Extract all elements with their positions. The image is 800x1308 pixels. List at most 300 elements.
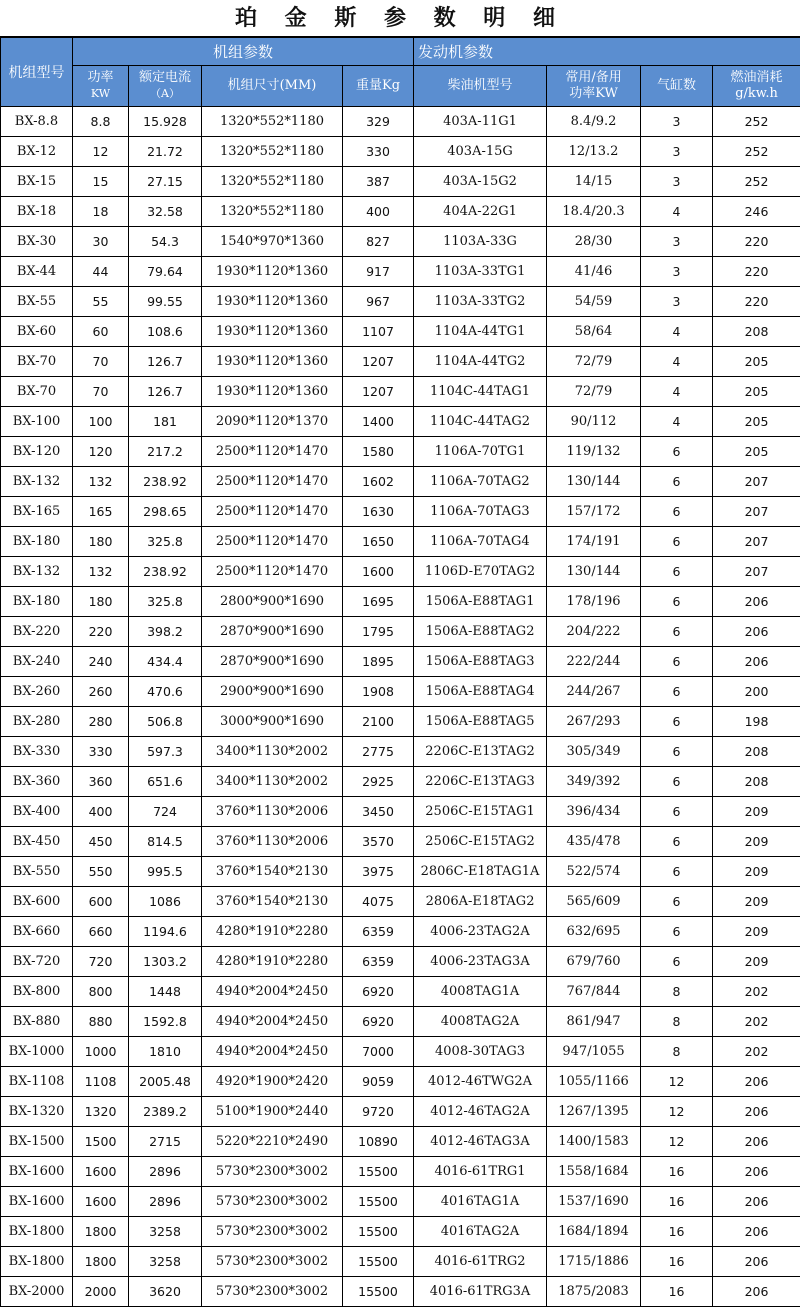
cell-engine-power: 54/59 [547, 287, 641, 317]
cell-cylinders: 6 [641, 767, 713, 797]
cell-weight: 917 [343, 257, 414, 287]
cell-size: 4940*2004*2450 [202, 1037, 343, 1067]
table-row [1, 1187, 800, 1217]
table-row [1, 1127, 800, 1157]
cell-current: 434.4 [129, 647, 202, 677]
cell-fuel: 202 [713, 1007, 800, 1037]
cell-power: 600 [73, 887, 129, 917]
cell-size: 2500*1120*1470 [202, 527, 343, 557]
cell-model: BX-800 [1, 977, 73, 1007]
cell-weight: 15500 [343, 1217, 414, 1247]
cell-cylinders: 3 [641, 287, 713, 317]
cell-model: BX-30 [1, 227, 73, 257]
cell-fuel: 205 [713, 347, 800, 377]
cell-engine-power: 58/64 [547, 317, 641, 347]
cell-size: 1930*1120*1360 [202, 317, 343, 347]
table-row [1, 1067, 800, 1097]
cell-weight: 2925 [343, 767, 414, 797]
cell-engine-power: 396/434 [547, 797, 641, 827]
cell-weight: 330 [343, 137, 414, 167]
cell-fuel: 252 [713, 137, 800, 167]
cell-cylinders: 16 [641, 1277, 713, 1307]
cell-current: 238.92 [129, 467, 202, 497]
cell-model: BX-8.8 [1, 107, 73, 137]
cell-current: 27.15 [129, 167, 202, 197]
cell-power: 330 [73, 737, 129, 767]
cell-size: 2500*1120*1470 [202, 437, 343, 467]
cell-engine-model: 1506A-E88TAG4 [414, 677, 547, 707]
cell-engine-power: 28/30 [547, 227, 641, 257]
cell-current: 597.3 [129, 737, 202, 767]
cell-engine-power: 244/267 [547, 677, 641, 707]
cell-engine-power: 565/609 [547, 887, 641, 917]
cell-cylinders: 16 [641, 1157, 713, 1187]
table-row [1, 227, 800, 257]
cell-model: BX-132 [1, 557, 73, 587]
cell-model: BX-220 [1, 617, 73, 647]
cell-model: BX-15 [1, 167, 73, 197]
cell-engine-power: 18.4/20.3 [547, 197, 641, 227]
cell-power: 15 [73, 167, 129, 197]
cell-fuel: 202 [713, 1037, 800, 1067]
cell-current: 724 [129, 797, 202, 827]
header-current [129, 66, 202, 107]
cell-fuel: 206 [713, 1067, 800, 1097]
cell-engine-power: 1055/1166 [547, 1067, 641, 1097]
cell-size: 1930*1120*1360 [202, 287, 343, 317]
cell-weight: 2775 [343, 737, 414, 767]
cell-cylinders: 3 [641, 137, 713, 167]
cell-engine-model: 403A-11G1 [414, 107, 547, 137]
cell-engine-power: 222/244 [547, 647, 641, 677]
cell-fuel: 220 [713, 287, 800, 317]
cell-fuel: 200 [713, 677, 800, 707]
cell-power: 132 [73, 467, 129, 497]
cell-power: 8.8 [73, 107, 129, 137]
cell-model: BX-1600 [1, 1157, 73, 1187]
cell-current: 99.55 [129, 287, 202, 317]
cell-size: 1930*1120*1360 [202, 347, 343, 377]
cell-engine-model: 404A-22G1 [414, 197, 547, 227]
cell-engine-model: 2506C-E15TAG1 [414, 797, 547, 827]
cell-engine-model: 4008TAG2A [414, 1007, 547, 1037]
cell-engine-model: 4016-61TRG2 [414, 1247, 547, 1277]
cell-power: 260 [73, 677, 129, 707]
cell-power: 30 [73, 227, 129, 257]
cell-current: 2005.48 [129, 1067, 202, 1097]
cell-engine-model: 1506A-E88TAG3 [414, 647, 547, 677]
cell-engine-model: 2806A-E18TAG2 [414, 887, 547, 917]
cell-cylinders: 12 [641, 1097, 713, 1127]
header-power-label: 功率 [87, 70, 114, 85]
cell-engine-power: 861/947 [547, 1007, 641, 1037]
cell-engine-power: 1715/1886 [547, 1247, 641, 1277]
cell-weight: 1895 [343, 647, 414, 677]
cell-power: 720 [73, 947, 129, 977]
cell-power: 880 [73, 1007, 129, 1037]
cell-model: BX-1600 [1, 1187, 73, 1217]
cell-size: 4920*1900*2420 [202, 1067, 343, 1097]
cell-weight: 329 [343, 107, 414, 137]
header-weight: 重量Kg [343, 66, 414, 107]
cell-engine-power: 1558/1684 [547, 1157, 641, 1187]
cell-size: 5730*2300*3002 [202, 1187, 343, 1217]
cell-cylinders: 12 [641, 1067, 713, 1097]
table-row [1, 467, 800, 497]
cell-engine-model: 1104A-44TG2 [414, 347, 547, 377]
cell-weight: 15500 [343, 1187, 414, 1217]
cell-cylinders: 16 [641, 1217, 713, 1247]
page-title: 珀 金 斯 参 数 明 细 [0, 0, 800, 37]
cell-cylinders: 6 [641, 857, 713, 887]
cell-power: 1500 [73, 1127, 129, 1157]
cell-power: 220 [73, 617, 129, 647]
cell-engine-model: 2206C-E13TAG3 [414, 767, 547, 797]
cell-model: BX-1800 [1, 1217, 73, 1247]
cell-current: 238.92 [129, 557, 202, 587]
header-model: 机组型号 [1, 38, 73, 107]
cell-model: BX-1800 [1, 1247, 73, 1277]
cell-cylinders: 6 [641, 467, 713, 497]
cell-current: 126.7 [129, 347, 202, 377]
cell-engine-power: 174/191 [547, 527, 641, 557]
cell-weight: 7000 [343, 1037, 414, 1067]
cell-fuel: 206 [713, 1097, 800, 1127]
header-engine-params: 发动机参数 [414, 38, 800, 66]
cell-size: 4940*2004*2450 [202, 977, 343, 1007]
cell-size: 2500*1120*1470 [202, 467, 343, 497]
cell-cylinders: 3 [641, 257, 713, 287]
cell-engine-power: 12/13.2 [547, 137, 641, 167]
cell-model: BX-1320 [1, 1097, 73, 1127]
cell-power: 450 [73, 827, 129, 857]
cell-size: 5730*2300*3002 [202, 1157, 343, 1187]
cell-model: BX-1500 [1, 1127, 73, 1157]
cell-engine-model: 1103A-33TG2 [414, 287, 547, 317]
cell-engine-power: 522/574 [547, 857, 641, 887]
cell-cylinders: 3 [641, 227, 713, 257]
cell-weight: 1650 [343, 527, 414, 557]
header-size: 机组尺寸(MM) [202, 66, 343, 107]
header-fuel-unit: g/kw.h [735, 86, 778, 101]
cell-weight: 1107 [343, 317, 414, 347]
cell-model: BX-550 [1, 857, 73, 887]
cell-current: 995.5 [129, 857, 202, 887]
cell-engine-model: 2206C-E13TAG2 [414, 737, 547, 767]
cell-engine-model: 1106A-70TAG3 [414, 497, 547, 527]
cell-current: 325.8 [129, 587, 202, 617]
cell-cylinders: 6 [641, 707, 713, 737]
cell-current: 3258 [129, 1247, 202, 1277]
table-row [1, 1007, 800, 1037]
cell-weight: 1580 [343, 437, 414, 467]
cell-weight: 1908 [343, 677, 414, 707]
cell-cylinders: 6 [641, 887, 713, 917]
cell-fuel: 206 [713, 1127, 800, 1157]
cell-power: 1600 [73, 1187, 129, 1217]
table-row [1, 1097, 800, 1127]
cell-weight: 6359 [343, 917, 414, 947]
cell-power: 1800 [73, 1247, 129, 1277]
cell-engine-model: 4012-46TWG2A [414, 1067, 547, 1097]
table-row [1, 647, 800, 677]
header-group-params: 机组参数 [73, 38, 414, 66]
cell-model: BX-100 [1, 407, 73, 437]
cell-fuel: 207 [713, 497, 800, 527]
cell-engine-power: 305/349 [547, 737, 641, 767]
params-table [0, 37, 800, 1307]
cell-weight: 2100 [343, 707, 414, 737]
cell-cylinders: 8 [641, 977, 713, 1007]
cell-size: 2500*1120*1470 [202, 557, 343, 587]
header-current-unit: （A） [150, 87, 180, 100]
cell-cylinders: 3 [641, 167, 713, 197]
table-row [1, 707, 800, 737]
table-row [1, 137, 800, 167]
cell-fuel: 209 [713, 797, 800, 827]
cell-engine-model: 4008-30TAG3 [414, 1037, 547, 1067]
cell-fuel: 206 [713, 1157, 800, 1187]
cell-weight: 15500 [343, 1157, 414, 1187]
cell-power: 1320 [73, 1097, 129, 1127]
cell-fuel: 252 [713, 107, 800, 137]
cell-model: BX-70 [1, 347, 73, 377]
cell-engine-power: 267/293 [547, 707, 641, 737]
cell-size: 5730*2300*3002 [202, 1277, 343, 1307]
table-row [1, 737, 800, 767]
cell-fuel: 246 [713, 197, 800, 227]
cell-cylinders: 6 [641, 617, 713, 647]
table-row [1, 557, 800, 587]
cell-fuel: 198 [713, 707, 800, 737]
cell-cylinders: 16 [641, 1247, 713, 1277]
cell-current: 79.64 [129, 257, 202, 287]
cell-cylinders: 4 [641, 347, 713, 377]
cell-cylinders: 6 [641, 527, 713, 557]
cell-engine-model: 4006-23TAG3A [414, 947, 547, 977]
cell-current: 1303.2 [129, 947, 202, 977]
cell-cylinders: 6 [641, 947, 713, 977]
table-row [1, 197, 800, 227]
cell-fuel: 205 [713, 377, 800, 407]
cell-weight: 6920 [343, 1007, 414, 1037]
cell-weight: 9059 [343, 1067, 414, 1097]
cell-size: 2870*900*1690 [202, 617, 343, 647]
cell-fuel: 207 [713, 467, 800, 497]
cell-cylinders: 16 [641, 1187, 713, 1217]
header-engine-power-unit: 功率KW [569, 86, 618, 101]
table-row [1, 767, 800, 797]
table-row [1, 677, 800, 707]
cell-engine-model: 1106A-70TAG4 [414, 527, 547, 557]
cell-power: 280 [73, 707, 129, 737]
cell-size: 2870*900*1690 [202, 647, 343, 677]
table-row [1, 887, 800, 917]
cell-weight: 6359 [343, 947, 414, 977]
table-row [1, 437, 800, 467]
cell-cylinders: 6 [641, 587, 713, 617]
cell-model: BX-55 [1, 287, 73, 317]
cell-weight: 1602 [343, 467, 414, 497]
cell-engine-model: 1103A-33G [414, 227, 547, 257]
cell-engine-power: 1684/1894 [547, 1217, 641, 1247]
cell-engine-power: 349/392 [547, 767, 641, 797]
cell-engine-model: 4006-23TAG2A [414, 917, 547, 947]
table-row [1, 287, 800, 317]
cell-power: 660 [73, 917, 129, 947]
cell-size: 4940*2004*2450 [202, 1007, 343, 1037]
table-row [1, 1217, 800, 1247]
header-engine-model: 柴油机型号 [414, 66, 547, 107]
cell-fuel: 206 [713, 1247, 800, 1277]
cell-weight: 1630 [343, 497, 414, 527]
cell-model: BX-70 [1, 377, 73, 407]
cell-model: BX-180 [1, 527, 73, 557]
cell-current: 470.6 [129, 677, 202, 707]
cell-weight: 3975 [343, 857, 414, 887]
cell-power: 70 [73, 377, 129, 407]
cell-weight: 1207 [343, 377, 414, 407]
header-sub-row [1, 66, 800, 107]
cell-model: BX-120 [1, 437, 73, 467]
header-fuel [713, 66, 800, 107]
cell-cylinders: 4 [641, 317, 713, 347]
cell-size: 4280*1910*2280 [202, 947, 343, 977]
cell-cylinders: 8 [641, 1037, 713, 1067]
cell-current: 1086 [129, 887, 202, 917]
cell-size: 3400*1130*2002 [202, 737, 343, 767]
cell-engine-power: 767/844 [547, 977, 641, 1007]
cell-current: 1194.6 [129, 917, 202, 947]
cell-fuel: 209 [713, 917, 800, 947]
header-current-label: 额定电流 [138, 70, 191, 85]
cell-size: 4280*1910*2280 [202, 917, 343, 947]
cell-power: 44 [73, 257, 129, 287]
cell-weight: 9720 [343, 1097, 414, 1127]
cell-model: BX-280 [1, 707, 73, 737]
cell-power: 180 [73, 527, 129, 557]
cell-weight: 1400 [343, 407, 414, 437]
cell-cylinders: 6 [641, 677, 713, 707]
cell-cylinders: 3 [641, 107, 713, 137]
cell-model: BX-1108 [1, 1067, 73, 1097]
cell-engine-power: 679/760 [547, 947, 641, 977]
cell-fuel: 206 [713, 587, 800, 617]
table-row [1, 1247, 800, 1277]
cell-current: 3620 [129, 1277, 202, 1307]
cell-weight: 15500 [343, 1277, 414, 1307]
cell-engine-model: 4016TAG1A [414, 1187, 547, 1217]
cell-fuel: 206 [713, 617, 800, 647]
cell-size: 1540*970*1360 [202, 227, 343, 257]
cell-model: BX-660 [1, 917, 73, 947]
cell-fuel: 209 [713, 947, 800, 977]
cell-power: 1108 [73, 1067, 129, 1097]
cell-fuel: 205 [713, 407, 800, 437]
cell-power: 2000 [73, 1277, 129, 1307]
cell-size: 3760*1130*2006 [202, 797, 343, 827]
cell-power: 55 [73, 287, 129, 317]
cell-cylinders: 6 [641, 797, 713, 827]
cell-fuel: 208 [713, 767, 800, 797]
cell-size: 3000*900*1690 [202, 707, 343, 737]
table-row [1, 947, 800, 977]
cell-power: 550 [73, 857, 129, 887]
cell-model: BX-360 [1, 767, 73, 797]
cell-fuel: 220 [713, 227, 800, 257]
cell-model: BX-132 [1, 467, 73, 497]
cell-model: BX-18 [1, 197, 73, 227]
cell-size: 3760*1540*2130 [202, 857, 343, 887]
cell-engine-model: 4016-61TRG1 [414, 1157, 547, 1187]
cell-size: 1930*1120*1360 [202, 257, 343, 287]
cell-size: 1320*552*1180 [202, 107, 343, 137]
cell-model: BX-165 [1, 497, 73, 527]
cell-power: 120 [73, 437, 129, 467]
cell-fuel: 208 [713, 317, 800, 347]
cell-power: 18 [73, 197, 129, 227]
cell-fuel: 252 [713, 167, 800, 197]
cell-fuel: 205 [713, 437, 800, 467]
cell-engine-power: 947/1055 [547, 1037, 641, 1067]
cell-size: 2900*900*1690 [202, 677, 343, 707]
cell-size: 1320*552*1180 [202, 167, 343, 197]
cell-weight: 10890 [343, 1127, 414, 1157]
cell-current: 2896 [129, 1187, 202, 1217]
cell-model: BX-330 [1, 737, 73, 767]
cell-engine-power: 632/695 [547, 917, 641, 947]
cell-cylinders: 6 [641, 827, 713, 857]
table-row [1, 827, 800, 857]
cell-cylinders: 6 [641, 437, 713, 467]
table-row [1, 377, 800, 407]
table-row [1, 347, 800, 377]
cell-engine-power: 1267/1395 [547, 1097, 641, 1127]
cell-model: BX-600 [1, 887, 73, 917]
cell-power: 12 [73, 137, 129, 167]
cell-current: 651.6 [129, 767, 202, 797]
cell-engine-model: 4016-61TRG3A [414, 1277, 547, 1307]
cell-current: 15.928 [129, 107, 202, 137]
cell-engine-power: 1537/1690 [547, 1187, 641, 1217]
cell-fuel: 206 [713, 1277, 800, 1307]
cell-current: 506.8 [129, 707, 202, 737]
cell-weight: 6920 [343, 977, 414, 1007]
table-row [1, 797, 800, 827]
header-power [73, 66, 129, 107]
cell-engine-model: 1506A-E88TAG2 [414, 617, 547, 647]
cell-engine-power: 119/132 [547, 437, 641, 467]
cell-current: 2896 [129, 1157, 202, 1187]
cell-fuel: 206 [713, 647, 800, 677]
cell-fuel: 209 [713, 857, 800, 887]
cell-size: 1320*552*1180 [202, 137, 343, 167]
cell-engine-power: 8.4/9.2 [547, 107, 641, 137]
cell-current: 814.5 [129, 827, 202, 857]
cell-cylinders: 6 [641, 557, 713, 587]
cell-weight: 4075 [343, 887, 414, 917]
cell-engine-model: 1104C-44TAG1 [414, 377, 547, 407]
cell-engine-power: 1875/2083 [547, 1277, 641, 1307]
cell-size: 1320*552*1180 [202, 197, 343, 227]
cell-size: 5730*2300*3002 [202, 1217, 343, 1247]
cell-engine-power: 1400/1583 [547, 1127, 641, 1157]
cell-current: 2389.2 [129, 1097, 202, 1127]
cell-model: BX-880 [1, 1007, 73, 1037]
cell-engine-model: 1104C-44TAG2 [414, 407, 547, 437]
cell-size: 5220*2210*2490 [202, 1127, 343, 1157]
table-body [1, 107, 800, 1307]
